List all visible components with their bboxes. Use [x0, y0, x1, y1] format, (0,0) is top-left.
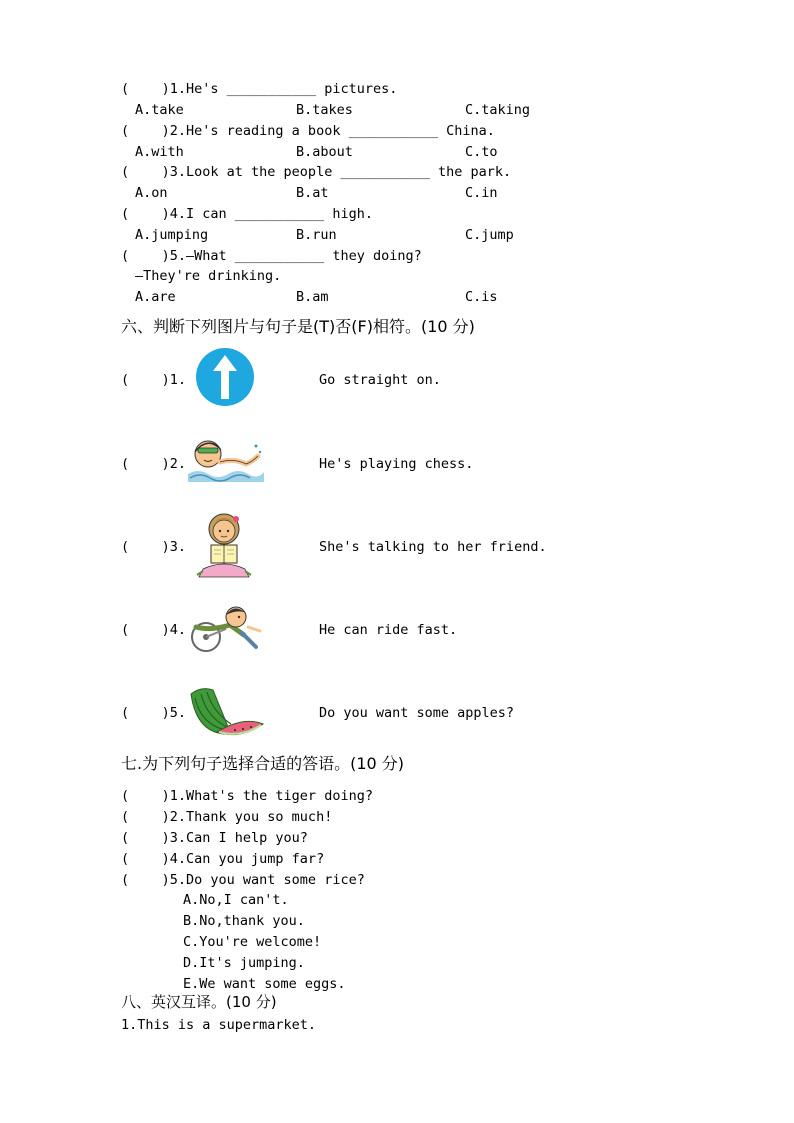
judge-sentence-3: She's talking to her friend.	[319, 539, 547, 555]
section6-title: 六、判断下列图片与句子是(T)否(F)相符。(10 分)	[121, 317, 475, 336]
translation-item-1: 1.This is a supermarket.	[121, 1017, 317, 1033]
judge-label-2: ( )2.	[121, 456, 187, 472]
answer-b: B.No,thank you.	[183, 913, 305, 929]
judge-sentence-2: He's playing chess.	[319, 456, 474, 472]
watermelon-icon	[187, 684, 265, 740]
answer-c: C.You're welcome!	[183, 934, 322, 950]
option-c: C.jump	[465, 227, 514, 243]
question-3: ( )3.Look at the people ___________ the park.	[121, 164, 512, 180]
option-b: B.about	[296, 144, 353, 160]
judge-sentence-4: He can ride fast.	[319, 622, 458, 638]
question-3: ( )3.Can I help you?	[121, 830, 308, 846]
section8-title: 八、英汉互译。(10 分)	[121, 993, 277, 1011]
option-b: B.at	[296, 185, 329, 201]
question-1: ( )1.What's the tiger doing?	[121, 788, 373, 804]
answer-a: A.No,I can't.	[183, 892, 289, 908]
judge-label-3: ( )3.	[121, 539, 187, 555]
section7-title: 七.为下列句子选择合适的答语。(10 分)	[121, 754, 405, 773]
option-a: A.with	[135, 144, 184, 160]
arrow-up-sign-icon	[195, 347, 255, 407]
question-2: ( )2.Thank you so much!	[121, 809, 333, 825]
reading-girl-icon	[193, 509, 255, 579]
question-5-reply: —They're drinking.	[135, 268, 282, 284]
judge-label-5: ( )5.	[121, 705, 187, 721]
cycling-boy-icon	[186, 603, 264, 655]
question-4: ( )4.I can ___________ high.	[121, 206, 373, 222]
question-2: ( )2.He's reading a book ___________ China.	[121, 123, 495, 139]
option-c: C.in	[465, 185, 498, 201]
answer-blank[interactable]: ___________	[226, 81, 317, 97]
judge-label-4: ( )4.	[121, 622, 187, 638]
answer-e: E.We want some eggs.	[183, 976, 346, 992]
answer-blank[interactable]: ___________	[348, 123, 438, 139]
option-a: A.jumping	[135, 227, 209, 243]
option-a: A.on	[135, 185, 168, 201]
judge-label-1: ( )1.	[121, 372, 187, 388]
question-5: ( )5.Do you want some rice?	[121, 872, 365, 888]
answer-blank[interactable]: ___________	[340, 164, 430, 180]
option-b: B.am	[296, 289, 329, 305]
question-5: ( )5.—What ___________ they doing?	[121, 248, 422, 264]
judge-sentence-5: Do you want some apples?	[319, 705, 515, 721]
judge-sentence-1: Go straight on.	[319, 372, 441, 388]
option-b: B.run	[296, 227, 337, 243]
answer-blank[interactable]: ___________	[234, 206, 325, 222]
option-c: C.to	[465, 144, 498, 160]
option-c: C.is	[465, 289, 498, 305]
option-b: B.takes	[296, 102, 353, 118]
answer-blank[interactable]: ___________	[234, 248, 325, 264]
option-a: A.are	[135, 289, 176, 305]
question-1: ( )1.He's ___________ pictures.	[121, 81, 398, 97]
answer-d: D.It's jumping.	[183, 955, 305, 971]
question-4: ( )4.Can you jump far?	[121, 851, 325, 867]
swimming-boy-icon	[186, 432, 264, 488]
option-c: C.taking	[465, 102, 531, 118]
option-a: A.take	[135, 102, 184, 118]
